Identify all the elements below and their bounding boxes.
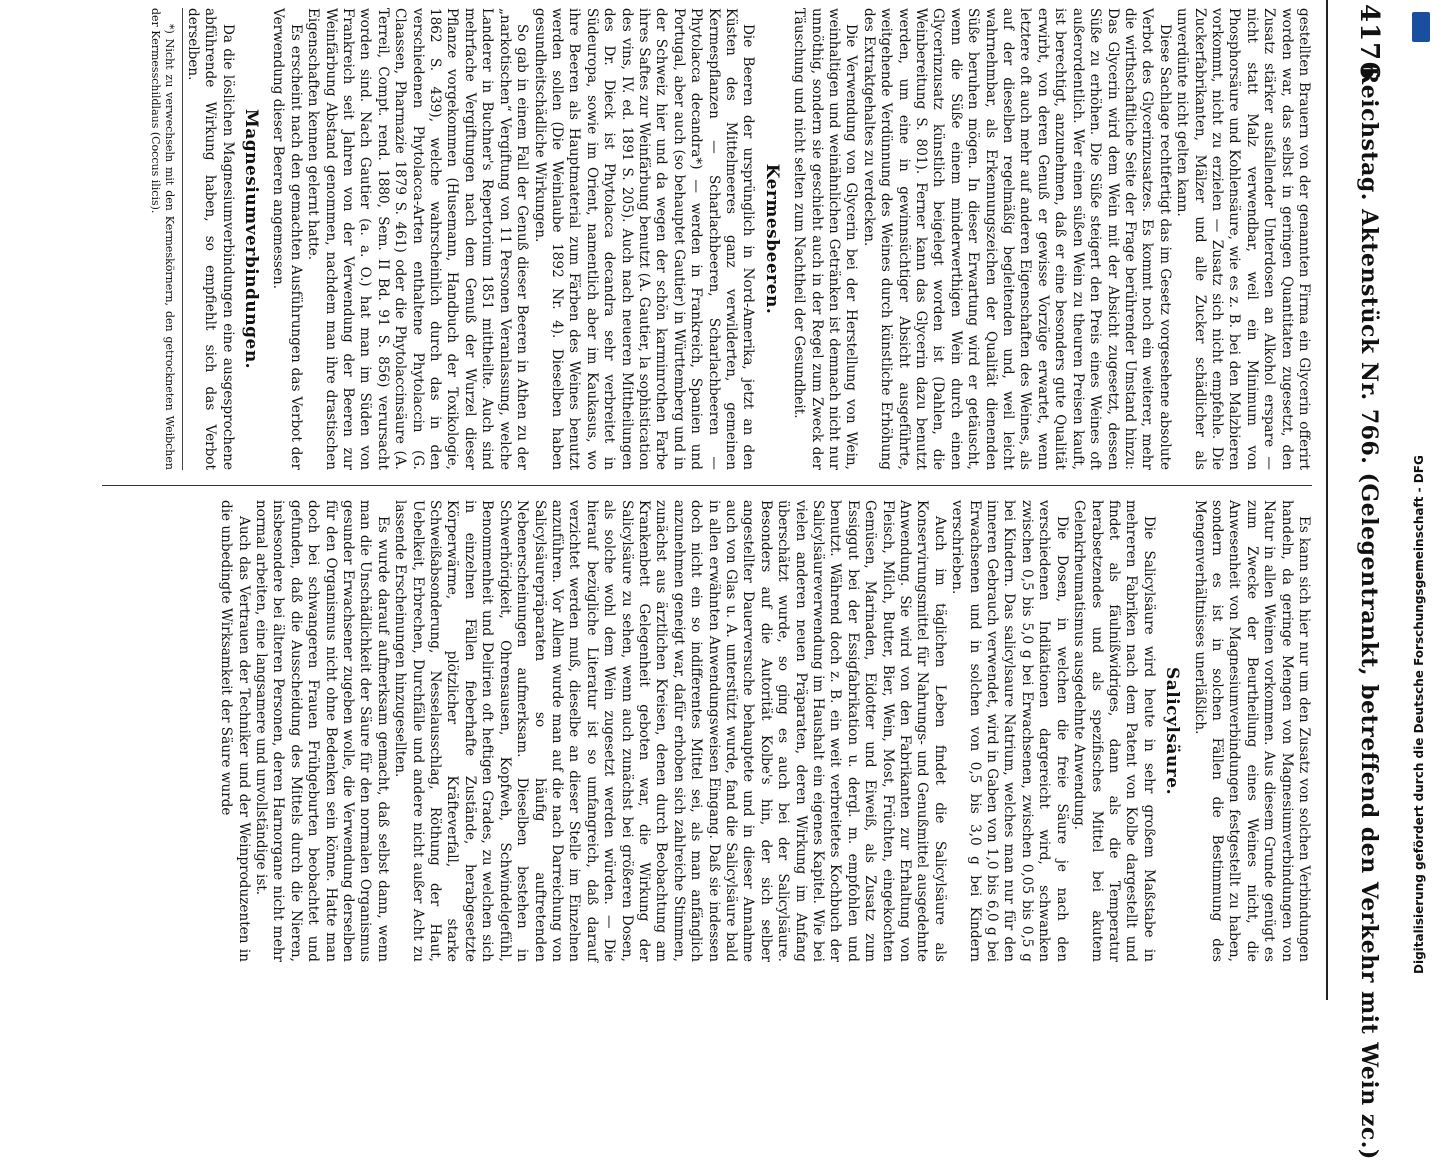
paragraph: Diese Sachlage rechtfertigt das im Gesetz vorgesehene absolute Verbot des Glycerinzusatzes. Es kommt noch ein weiterer, mehr die wirthschaftliche Seite der Frage berührender Umstand hinzu: Das Glycerin wird dem Wein mit der Absicht zugesetzt, dessen Süße zu erhöhen. Die Süße steigert den Preis eines Weines oft außerordentlich. Wer einen süßen Wein zu theuren Preisen kauft, ist berechtigt, anzunehmen, daß er eine besonders gute Qualität erwirbt, von deren Genuß er gewisse Vorzüge erwartet, wenn letztere oft auch mehr auf anderen Eigenschaften des Weines, als auf der dieselben regelmäßig begleitenden und, weil leicht wahrnehmbar, als Erkennungszeichen der Qualität dienenden Süße beruhen mögen. In dieser Erwartung wird er getäuscht, wenn die Süße einem minderwerthigen Wein durch einen Glycerinzusatz künstlich beigelegt worden ist (Dahlen, die Weinbereitung S. 801). Ferner kann das Glycerin dazu benutzt werden, um eine in gewinnsüchtiger Absicht ausgeführte, weitgehende Verdünnung des Weines durch künstliche Erhöhung des Extraktgehaltes zu verdecken.: [860, 8, 1173, 470]
paragraph: Auch im täglichen Leben findet die Salicylsäure als Konservirungsmittel für Nahrungs- und Genußmittel ausgedehnte Anwendung. Sie wird von den Fabrikanten zur Erhaltung von Fleisch, Milch, Butter, Bier, Wein, Most, Früchten, eingekochten Gemüsen, Marinaden, Eidotter und Eiweiß, als Zusatz zum Essiggut bei der Essigfabrikation u. dergl. m. empfohlen und benutzt. Während doch z. B. ein weit verbreitetes Kochbuch der Salicylsäureverwendung im Haushalt ein eigenes Kapitel. Wie bei vielen anderen neuen Präparaten, deren Wirkung im Anfang überschätzt wurde, so ging es auch bei der Salicylsäure. Besonders auf die Autorität Kolbe's hin, der sich selber angestellter Dauerversuche behauptete und in dieser Annahme auch von Glas u. A. unterstützt wurde, fand die Salicylsäure bald in allen erwähnten Anwendungsweisen Eingang. Daß sie indessen doch nicht ein so indifferentes Mittel sei, als man anfänglich anzunehmen geneigt war, dafür erhoben sich zahlreiche Stimmen, zunächst aus ärztlichen Kreisen, denen durch Beobachtung am Krankenbett Gelegenheit geboten war, die Wirkung der Salicylsäure zu sehen, wenn auch zunächst bei größeren Dosen, als solche wohl dem Wein zugesetzt werden würden. — Die hierauf bezügliche Literatur ist so umfangreich, daß darauf verzichtet werden muß, dieselbe an dieser Stelle im Einzelnen anzuführen. Vor Allem wurde man auf die nach Darreichung von Salicylsäurepräparaten so häufig auftretenden Nebenerscheinungen aufmerksam. Dieselben bestehen in Schwerhörigkeit, Ohrensausen, Kopfweh, Schwindelgefühl, Benommenheit und Delirien oft heftigen Grades, zu welchen sich in einzelnen Fällen fieberhafte Zustände, herabgesetzte Körperwärme, plötzlicher Kräfteverfall, starke Schweißabsonderung, Nesselausschlag, Röthung der Haut, Uebelkeit, Erbrechen, Durchfälle und andere nicht außer Acht zu lassende Erscheinungen hinzugesellten.: [392, 500, 948, 962]
credit-text: Digitalisierung gefördert durch die Deutsche Forschungsgemeinschaft - DFG: [1412, 455, 1426, 974]
right-column: [217, 500, 1312, 962]
header-rule: [1326, 0, 1328, 1000]
paragraph: Da die löslichen Magnesiumverbindungen eine ausgesprochene abführende Wirkung haben, so empfiehlt sich das Verbot derselben.: [184, 8, 236, 470]
paragraph: gestellten Brauern von der genannten Firma ein Glycerin offerirt worden war, das selbst in geringen Quantitaten zugesetzt, den Zusatz stärker ausfallender Unterdosen an Alkohol erspare — nicht statt Malz verwendbar, weil ein Minimum von Phosphorsäure und Kohlensäure, wie es z. B. bei den Malzbieren vorkommt, nicht zu erzielen — Zusatz sich nicht empfehle. Die Zuckerfabrikanten, Mälzer und alle Zucker schädlicher als unverdünte nicht gelten kann.: [1174, 8, 1312, 470]
left-column: [148, 8, 1312, 470]
page-number: 4176: [1354, 4, 1384, 81]
column-divider: [102, 485, 1312, 486]
paragraph: Die Verwendung von Glycerin bei der Herstellung von Wein, weinhaltigen und weinähnlichen Getränken ist demnach nicht nur unnöthig, sondern sie geschieht auch in der Regel zum Zweck der Täuschung und nicht selten zum Nachtheil der Gesundheit.: [791, 8, 860, 470]
section-title-magnesium: Magnesiumverbindungen.: [241, 108, 262, 370]
paragraph: So gab in einem Fall der Genuß dieser Beeren in Athen zu der „narkotischen“ Vergiftung von 11 Personen Veranlassung, welche Landerer in Buchner's Repertorium 1851 mittheilte. Auch sind mehrfache Vergiftungen nach dem Genuß der Wurzel dieser Pflanze vorgekommen (Husemann, Handbuch der Toxikologie, 1862 S. 439), welche wahrscheinlich durch das in den verschiedenen Phytolacca-Arten enthaltene Phytolaccin (G. Claassen, Pharmazie 1879 S. 461) oder die Phytolaccinsäure (A. Terreil, Compt. rend. 1880, Sem. II Bd. 91 S. 856) verursacht worden sind. Nach Gautier (a. a. O.) hat man im Süden von Frankreich seit Jahren von der Verwendung der Beeren zur Weinfärbung Abstand genommen, nachdem man ihre drastischen Eigenschaften kennen gelernt hatte.: [305, 8, 531, 470]
paragraph: Auch das Vertrauen der Techniker und der Weinproduzenten in die unbedingte Wirksamkeit der Säure wurde: [218, 500, 252, 962]
paragraph: Die Salicylsäure wird heute in sehr großem Maßstabe in mehreren Fabriken nach dem Patent von Kolbe dargestellt und findet als fäulnißwidriges, dann als die Temperatur herabsetzendes und als spezifisches Mittel bei akutem Gelenkrheumatismus ausgedehnte Anwendung.: [1071, 500, 1157, 962]
digitization-credit: [1408, 12, 1430, 988]
section-title-kermesbeeren: Kermesbeeren.: [761, 163, 782, 315]
dfg-logo-icon: [1412, 12, 1430, 42]
paragraph: Es kann sich hier nur um den Zusatz von solchen Verbindungen handeln, da geringe Mengen von Magnesiumverbindungen von Natur in allen Weinen vorkommen. Aus diesem Grunde genügt es zum Zwecke der Beurtheilung eines Weines nicht, die Anwesenheit von Magnesiumverbindungen festgestellt zu haben, sondern es ist in solchen Fällen die Bestimmung des Mengenverhältnisses unerläßlich.: [1191, 500, 1312, 962]
footnote: *) Nicht zu verwechseln mit den Kermeskörnern, den getrockneten Weibchen der Kermesschildlaus (Coccus ilicis).: [148, 8, 183, 470]
paragraph: Es erscheint nach den gemachten Ausführungen das Verbot der Verwendung dieser Beeren angemessen.: [270, 8, 304, 470]
running-head: Reichstag. Aktenstück Nr. 766. (Gelegentrankt, betreffend den Verkehr mit Wein zc.): [1356, 66, 1382, 1160]
paragraph: Es wurde darauf aufmerksam gemacht, daß selbst dann, wenn man die Unschädlichkeit der Säure für den normalen Organismus gesunder Erwachsener zugeben wolle, die Verwendung derselben für den Organismus nicht ohne Bedenken sein könne. Hatte man doch bei schwangeren Frauen Frühgeburten beobachtet und gefunden, daß die Ausscheidung des Mittels durch die Nieren, insbesondere bei älteren Personen, deren Harnorgane nicht mehr normal arbeiten, eine langsamere und unvollständige ist.: [253, 500, 391, 962]
paragraph: Die Dosen, in welchen die freie Säure je nach den verschiedenen Indikationen dargereicht wird, schwanken zwischen 0,5 bis 5,0 g bei Erwachsenen, zwischen 0,05 bis 0,5 g bei Kindern. Das salicylsaure Natrium, welches man nur für den inneren Gebrauch verwendet, wird in Gaben von 1,0 bis 6,0 g bei Erwachsenen und in solchen von 0,5 bis 3,0 g bei Kindern verschrieben.: [949, 500, 1070, 962]
section-title-salicylsaeure: Salicylsäure.: [1162, 666, 1183, 796]
paragraph: Die Beeren der ursprünglich in Nord-Amerika, jetzt an den Küsten des Mittelmeeres ganz verwilderten, gemeinen Kermespflanzen — Scharlachbeeren, Scharlachbeeren — Phytolacca decandra*) — werden in Frankreich, Spanien und Portugal, aber auch (so behauptet Gautier) in Württemberg und in der Schweiz hier und da wegen der schön karminrothen Farbe ihres Saftes zur Weinfärbung benutzt (A. Gautier, la sophistication des vins, IV. ed. 1891 S. 205). Auch nach neueren Mittheilungen des Dr. Dieck ist Phytolacca decandra sehr verbreitet in Südeuropa, sowie im Orient, namentlich aber im Kaukasus, wo ihre Beeren als Hauptmaterial zum Färben des Weines benutzt werden sollen (Die Weinlaube 1892 Nr. 4). Dieselben haben gesundheitschädliche Wirkungen.: [531, 8, 757, 470]
